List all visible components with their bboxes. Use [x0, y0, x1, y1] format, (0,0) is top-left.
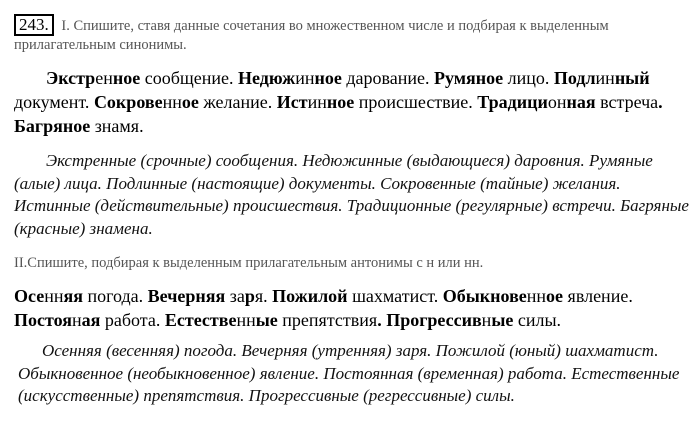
- bold-text-segment: Осе: [14, 286, 45, 306]
- text-segment: знамя.: [90, 116, 144, 136]
- task-1-instruction-text: I. Спишите, ставя данные сочетания во множественном числе и подбирая к выделенным прилагательным синонимы.: [14, 18, 609, 53]
- text-segment: он: [547, 92, 567, 112]
- text-segment: я.: [254, 286, 273, 306]
- text-segment: нн: [236, 310, 256, 330]
- bold-text-segment: Естестве: [164, 310, 237, 330]
- bold-text-segment: Постоя: [14, 310, 72, 330]
- text-segment: происшествие.: [354, 92, 478, 112]
- bold-text-segment: Румяное: [433, 68, 504, 88]
- text-segment: явление.: [563, 286, 633, 306]
- text-segment: лицо.: [503, 68, 554, 88]
- bold-text-segment: ые: [491, 310, 514, 330]
- exercise-1-segments: [14, 66, 690, 138]
- bold-text-segment: ный: [614, 68, 650, 88]
- text-segment: желание.: [198, 92, 277, 112]
- bold-text-segment: яя: [63, 286, 83, 306]
- bold-text-segment: Подл: [553, 68, 596, 88]
- bold-text-segment: Ве: [147, 286, 168, 306]
- bold-text-segment: р: [244, 286, 255, 306]
- bold-text-segment: ая: [81, 310, 101, 330]
- text-segment: препятствия: [277, 310, 378, 330]
- text-segment: н: [481, 310, 492, 330]
- bold-text-segment: Сокрове: [93, 92, 163, 112]
- text-segment: ин: [295, 68, 315, 88]
- bold-text-segment: Недюж: [237, 68, 296, 88]
- text-segment: работа.: [100, 310, 165, 330]
- task-1-instruction: [14, 14, 694, 55]
- bold-text-segment: Обыкнове: [442, 286, 527, 306]
- bold-text-segment: Ист: [276, 92, 308, 112]
- exercise-1-text: [14, 66, 690, 138]
- text-segment: силы.: [513, 310, 562, 330]
- text-segment: сообщение.: [140, 68, 238, 88]
- text-segment: нн: [162, 92, 182, 112]
- bold-text-segment: ые: [255, 310, 278, 330]
- bold-text-segment: ое: [181, 92, 199, 112]
- bold-text-segment: Экстр: [46, 68, 96, 88]
- text-segment: дарование.: [341, 68, 434, 88]
- bold-text-segment: черняя: [167, 286, 226, 306]
- bold-text-segment: ое: [546, 286, 564, 306]
- answer-1-text: Экстренные (срочные) сообщения. Недюжинные (выдающиеся) даровния. Румяные (алые) лица. Подлинные (настоящие) документы. Сокровенные (тайные) желания. Истинные (действительные) происшествия. Традиционные (регулярные) встречи. Багряные (красные) знамена.: [14, 151, 689, 238]
- exercise-2-text: [14, 284, 694, 332]
- bold-text-segment: Традици: [477, 92, 548, 112]
- task-number: 243.: [14, 14, 54, 36]
- bold-text-segment: . Прогрессив: [377, 310, 482, 330]
- text-segment: нн: [44, 286, 64, 306]
- task-2-instruction: II.Спишите, подбирая к выделенным прилагательным антонимы с н или нн.: [14, 255, 484, 271]
- answer-2-text: Осенняя (весенняя) погода. Вечерняя (утренняя) заря. Пожилой (юный) шахматист. Обыкновенное (необыкновенное) явление. Постоянная (временная) работа. Естественные (искусственные) препятствия. Прогрессивные (регрессивные) силы.: [18, 341, 680, 405]
- bold-text-segment: ное: [326, 92, 355, 112]
- bold-text-segment: . Багряное: [14, 92, 663, 136]
- text-segment: шахматист.: [347, 286, 443, 306]
- bold-text-segment: Пожилой: [272, 286, 348, 306]
- bold-text-segment: ная: [566, 92, 596, 112]
- text-segment: н: [72, 310, 82, 330]
- text-segment: документ.: [14, 92, 94, 112]
- text-segment: нн: [526, 286, 547, 306]
- exercise-2-segments: [14, 284, 694, 332]
- text-segment: ин: [595, 68, 615, 88]
- text-segment: за: [225, 286, 245, 306]
- bold-text-segment: ное: [314, 68, 342, 88]
- bold-text-segment: ное: [112, 68, 141, 88]
- text-segment: ин: [307, 92, 327, 112]
- text-segment: погода.: [82, 286, 148, 306]
- text-segment: ен: [95, 68, 113, 88]
- text-segment: встреча: [595, 92, 659, 112]
